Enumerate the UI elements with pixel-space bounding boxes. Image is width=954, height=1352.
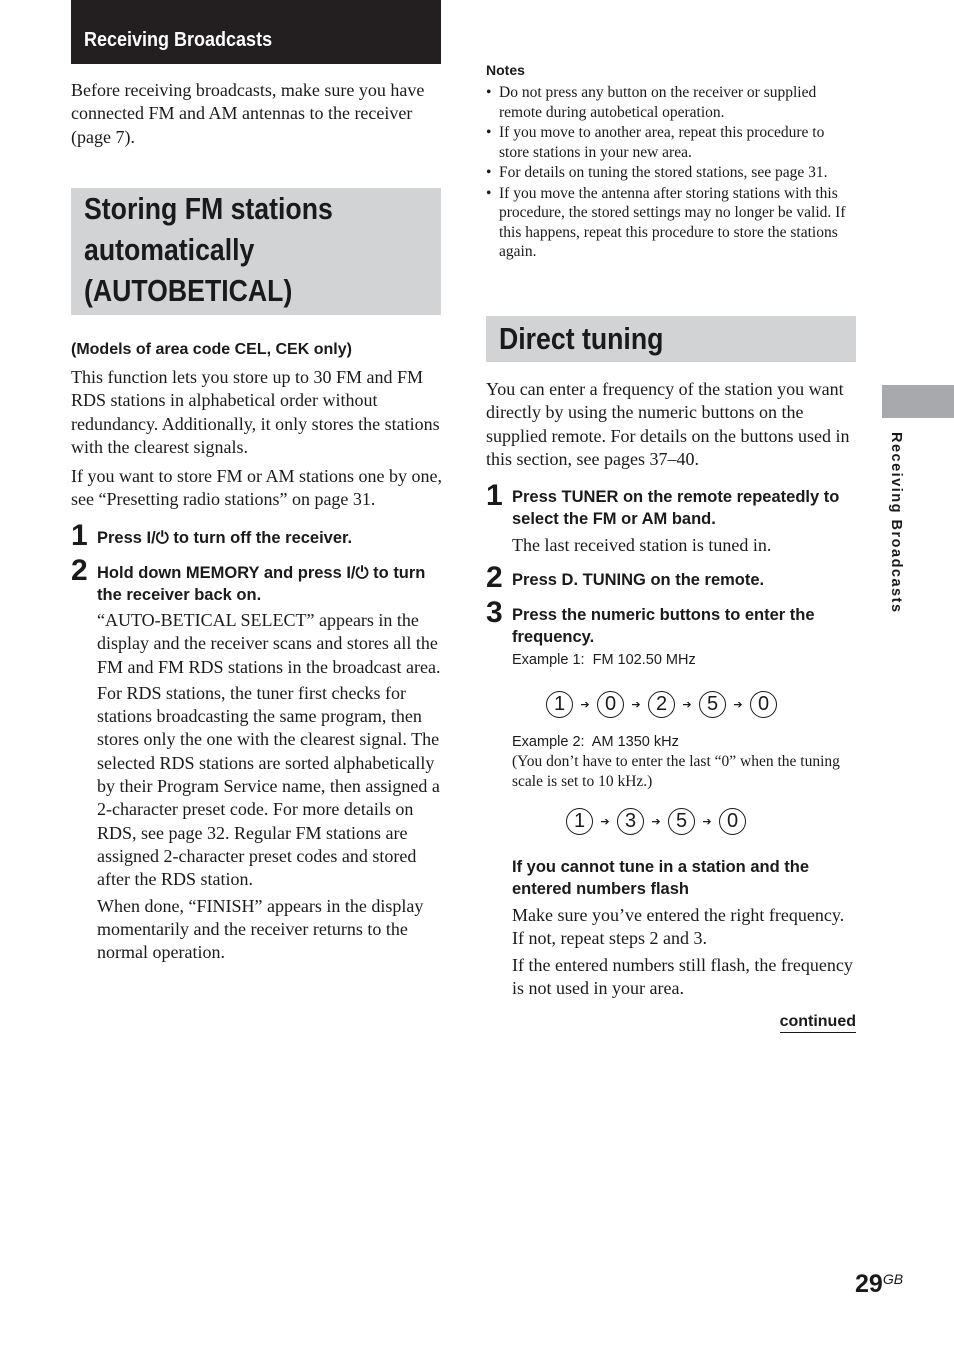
direct-step-number-2: 2: [486, 561, 503, 594]
numeric-key-icon: 0: [719, 808, 746, 835]
intro-paragraph: Before receiving broadcasts, make sure you have connected FM and AM antennas to the receiver (page 7).: [71, 80, 425, 147]
autobetical-heading-line-2: automatically: [84, 232, 255, 267]
arrow-right-icon: ➔: [631, 698, 641, 711]
direct-tuning-intro: You can enter a frequency of the station you want directly by using the numeric buttons on the supplied remote. For details on the buttons used in this section, see pages 37–40.: [486, 379, 850, 469]
step-number-1: 1: [71, 519, 88, 552]
autobetical-heading-box: [71, 188, 441, 315]
note-item: • If you move the antenna after storing stations with this procedure, the stored settings may no longer be valid. If this happens, repeat this procedure to store the stations again.: [486, 184, 856, 262]
example1-label: Example 1: FM 102.50 MHz: [512, 652, 696, 668]
trouble-paragraph-1: Make sure you’ve entered the right frequency. If not, repeat steps 2 and 3.: [512, 905, 845, 949]
note-item: • If you move to another area, repeat this procedure to store stations in your new area.: [486, 123, 856, 162]
arrow-right-icon: ➔: [682, 698, 692, 711]
example2-label: Example 2: AM 1350 kHz: [512, 734, 679, 750]
example2-key-sequence: [566, 808, 746, 835]
area-code-subheading: (Models of area code CEL, CEK only): [71, 341, 352, 358]
direct-step1-text: The last received station is tuned in.: [512, 535, 772, 555]
direct-tuning-heading-box: [486, 316, 856, 362]
step2-paragraph-2: For RDS stations, the tuner first checks for stations broadcasting the same program, then stores only the one with the clearest signal. The selected RDS stations are sorted alphabetically by their Program Service name, then assigned a 2-character preset code. For more details on RDS, see page 32. Regular FM stations are assigned 2-character preset codes and stored after the RDS station.: [97, 682, 440, 890]
direct-step-title-2: Press D. TUNING on the remote.: [512, 571, 765, 589]
side-section-label: [882, 432, 912, 662]
arrow-right-icon: ➔: [580, 698, 590, 711]
page-number-suffix: GB: [882, 1271, 904, 1287]
direct-step-title-3: Press the numeric buttons to enter the frequency.: [512, 606, 815, 646]
autobetical-heading-line-1: Storing FM stations: [84, 191, 333, 226]
section-banner-title: Receiving Broadcasts: [84, 29, 273, 51]
side-tab-marker: [882, 385, 954, 418]
numeric-key-icon: 0: [597, 691, 624, 718]
trouble-heading: If you cannot tune in a station and the entered numbers flash: [512, 858, 810, 898]
arrow-right-icon: ➔: [733, 698, 743, 711]
numeric-key-icon: 3: [617, 808, 644, 835]
example1-key-sequence: [546, 691, 777, 718]
autobetical-heading-line-3: (AUTOBETICAL): [84, 273, 293, 308]
numeric-key-icon: 5: [668, 808, 695, 835]
autobetical-paragraph-1: This function lets you store up to 30 FM and FM RDS stations in alphabetical order without redundancy. Additionally, it only stores the stations with the clearest signals.: [71, 367, 440, 457]
continued-marker: continued: [780, 1013, 856, 1033]
notes-heading: Notes: [486, 62, 525, 78]
numeric-key-icon: 2: [648, 691, 675, 718]
autobetical-paragraph-2: If you want to store FM or AM stations one by one, see “Presetting radio stations” on page 31.: [71, 466, 442, 510]
side-section-label-text: Receiving Broadcasts: [888, 432, 904, 614]
direct-step-number-1: 1: [486, 479, 503, 512]
arrow-right-icon: ➔: [651, 815, 661, 828]
direct-step-title-1: Press TUNER on the remote repeatedly to select the FM or AM band.: [512, 488, 840, 528]
page-number-value: 29: [855, 1270, 883, 1298]
section-banner: [71, 0, 441, 64]
numeric-key-icon: 1: [546, 691, 573, 718]
notes-list: [486, 83, 856, 263]
direct-step-number-3: 3: [486, 596, 503, 629]
step2-paragraph-1: “AUTO-BETICAL SELECT” appears in the display and the receiver scans and stores all the FM and FM RDS stations in the broadcast area.: [97, 610, 441, 677]
page-number: [855, 1270, 903, 1299]
trouble-paragraph-2: If the entered numbers still flash, the frequency is not used in your area.: [512, 954, 853, 998]
arrow-right-icon: ➔: [702, 815, 712, 828]
note-item: • For details on tuning the stored stations, see page 31.: [486, 163, 856, 183]
step-number-2: 2: [71, 554, 88, 587]
numeric-key-icon: 1: [566, 808, 593, 835]
arrow-right-icon: ➔: [600, 815, 610, 828]
example2-note: (You don’t have to enter the last “0” when the tuning scale is set to 10 kHz.): [512, 753, 840, 790]
step-title-2: Hold down MEMORY and press I/⏻ to turn the receiver back on.: [97, 564, 426, 604]
direct-tuning-heading: Direct tuning: [499, 321, 664, 356]
step2-paragraph-3: When done, “FINISH” appears in the display momentarily and the receiver returns to the normal operation.: [97, 895, 424, 963]
numeric-key-icon: 0: [750, 691, 777, 718]
note-item: • Do not press any button on the receiver or supplied remote during autobetical operation.: [486, 83, 856, 122]
step-title-1: Press I/⏻ to turn off the receiver.: [97, 529, 353, 547]
numeric-key-icon: 5: [699, 691, 726, 718]
